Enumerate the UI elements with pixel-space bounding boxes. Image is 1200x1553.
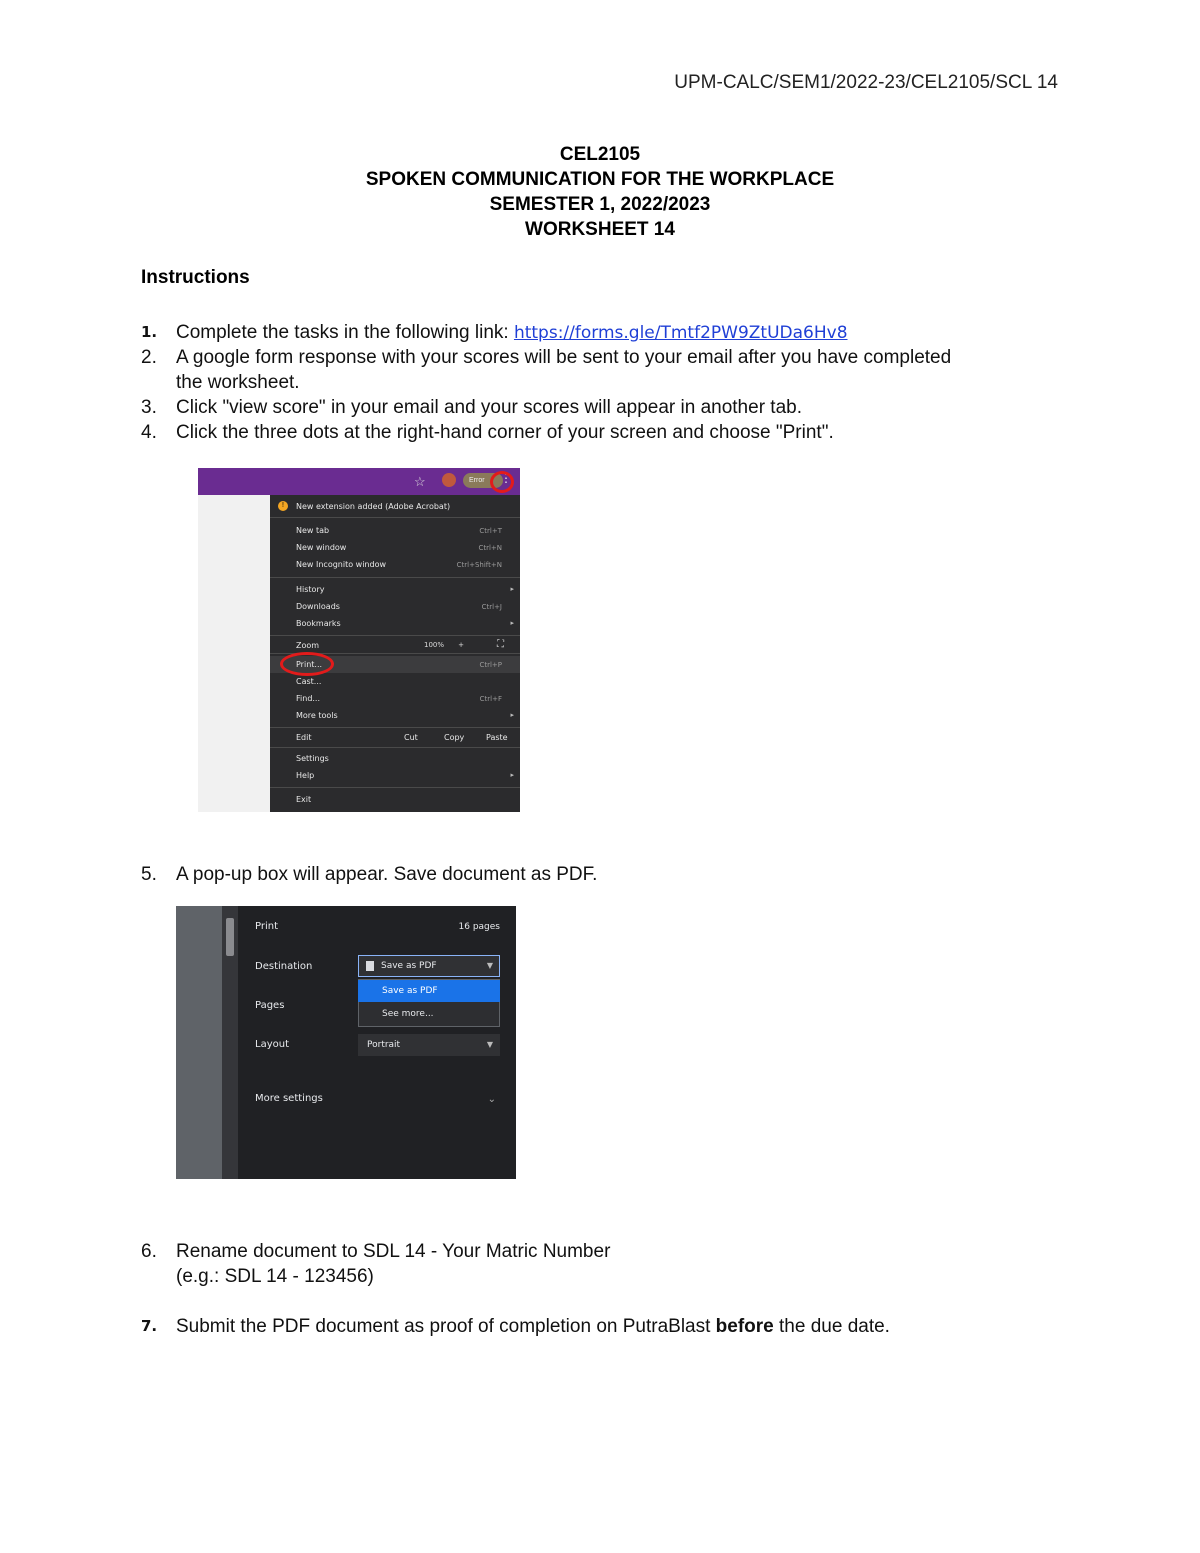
step-text: Submit the PDF document as proof of completion on PutraBlast <box>176 1316 716 1337</box>
destination-select <box>358 955 500 977</box>
document-icon <box>366 961 374 971</box>
print-dialog-screenshot <box>176 906 516 1179</box>
page-count: 16 pages <box>458 922 500 932</box>
step-example: (e.g.: SDL 14 - 123456) <box>176 1266 374 1287</box>
pages-label: Pages <box>255 1000 285 1011</box>
avatar <box>442 473 456 487</box>
header-code: UPM-CALC/SEM1/2022-23/CEL2105/SCL 14 <box>674 72 1058 93</box>
menu-item-new-window: New window <box>296 543 347 552</box>
emphasis-before: before <box>715 1316 774 1337</box>
scrollbar-thumb <box>226 918 234 956</box>
zoom-level: 100% <box>423 641 444 649</box>
three-dots-icon: ⋮ <box>500 471 512 485</box>
menu-notice: New extension added (Adobe Acrobat) <box>296 502 451 511</box>
step-text: Complete the tasks in the following link: <box>176 322 514 343</box>
step-text-end: the due date. <box>773 1316 890 1337</box>
menu-item-downloads: Downloads <box>296 602 340 611</box>
instructions-heading: Instructions <box>141 267 250 288</box>
worksheet-number: WORKSHEET 14 <box>525 219 675 240</box>
bookmark-star-icon: ☆ <box>414 474 426 489</box>
shortcut: Ctrl+P <box>479 661 502 669</box>
chevron-right-icon: ▸ <box>510 772 514 779</box>
edit-cut: Cut <box>404 733 418 742</box>
step-text-cont: the worksheet. <box>176 372 300 393</box>
menu-item-print: Print... <box>296 660 323 669</box>
chevron-down-icon: ⌄ <box>487 1094 496 1105</box>
menu-separator <box>270 747 520 748</box>
more-settings-label: More settings <box>255 1093 323 1104</box>
step-number: 7. <box>141 1317 158 1335</box>
edit-paste: Paste <box>486 733 508 742</box>
menu-item-edit: Edit <box>296 733 312 742</box>
highlight-circle-print <box>280 652 334 676</box>
shortcut: Ctrl+N <box>478 544 502 552</box>
menu-item-incognito: New Incognito window <box>296 560 387 569</box>
page-left-pane <box>198 495 270 812</box>
option-see-more: See more... <box>382 1009 434 1019</box>
destination-value: Save as PDF <box>381 961 437 971</box>
shortcut: Ctrl+F <box>479 695 502 703</box>
step-text: Rename document to SDL 14 - Your Matric Number <box>176 1241 611 1262</box>
title-block <box>0 142 1200 242</box>
shortcut: Ctrl+J <box>481 603 502 611</box>
step-text: Click "view score" in your email and your scores will appear in another tab. <box>176 397 802 418</box>
print-title: Print <box>255 921 279 932</box>
chevron-right-icon: ▸ <box>510 620 514 627</box>
menu-separator <box>270 635 520 636</box>
step-number: 3. <box>141 397 157 418</box>
form-link[interactable]: https://forms.gle/Tmtf2PW9ZtUDa6Hv8 <box>513 323 848 343</box>
chevron-right-icon: ▸ <box>510 586 514 593</box>
shortcut: Ctrl+T <box>479 527 502 535</box>
shortcut: Ctrl+Shift+N <box>456 561 502 569</box>
step-number: 1. <box>141 323 158 341</box>
menu-separator <box>270 727 520 728</box>
step-number: 5. <box>141 864 157 885</box>
highlight-circle-dots <box>490 471 514 493</box>
destination-label: Destination <box>255 961 313 972</box>
menu-separator <box>270 787 520 788</box>
step-number: 4. <box>141 422 157 443</box>
caret-down-icon: ▼ <box>486 1040 493 1049</box>
menu-item-cast: Cast... <box>296 677 322 686</box>
menu-item-zoom: Zoom <box>296 641 320 650</box>
layout-select <box>358 1034 500 1056</box>
menu-separator <box>270 577 520 578</box>
menu-item-history: History <box>296 585 325 594</box>
error-pill: Error <box>463 473 503 488</box>
menu-item-settings: Settings <box>296 754 329 763</box>
menu-item-help: Help <box>296 771 315 780</box>
step-number: 2. <box>141 347 157 368</box>
menu-item-exit: Exit <box>296 795 312 804</box>
semester: SEMESTER 1, 2022/2023 <box>489 194 711 215</box>
menu-item-more-tools: More tools <box>296 711 338 720</box>
preview-pane <box>176 906 222 1179</box>
chevron-right-icon: ▸ <box>510 712 514 719</box>
edit-copy: Copy <box>444 733 465 742</box>
menu-separator <box>270 517 520 518</box>
layout-label: Layout <box>255 1039 289 1050</box>
course-title: SPOKEN COMMUNICATION FOR THE WORKPLACE <box>365 169 835 190</box>
step-text: A pop-up box will appear. Save document as PDF. <box>176 864 598 885</box>
chrome-menu-screenshot <box>198 468 520 812</box>
step-text: A google form response with your scores will be sent to your email after you have completed <box>176 347 952 368</box>
step-number: 6. <box>141 1241 157 1262</box>
menu-item-bookmarks: Bookmarks <box>296 619 341 628</box>
option-save-pdf: Save as PDF <box>358 980 500 1002</box>
course-code: CEL2105 <box>559 144 641 165</box>
layout-value: Portrait <box>367 1040 401 1050</box>
step-text: Click the three dots at the right-hand corner of your screen and choose "Print". <box>176 422 834 443</box>
menu-item-new-tab: New tab <box>296 526 330 535</box>
warning-icon: ! <box>278 501 288 511</box>
caret-down-icon: ▼ <box>486 961 493 970</box>
menu-item-find: Find... <box>296 694 321 703</box>
fullscreen-icon: ⛶ <box>497 639 504 650</box>
zoom-plus-icon: + <box>458 641 464 649</box>
